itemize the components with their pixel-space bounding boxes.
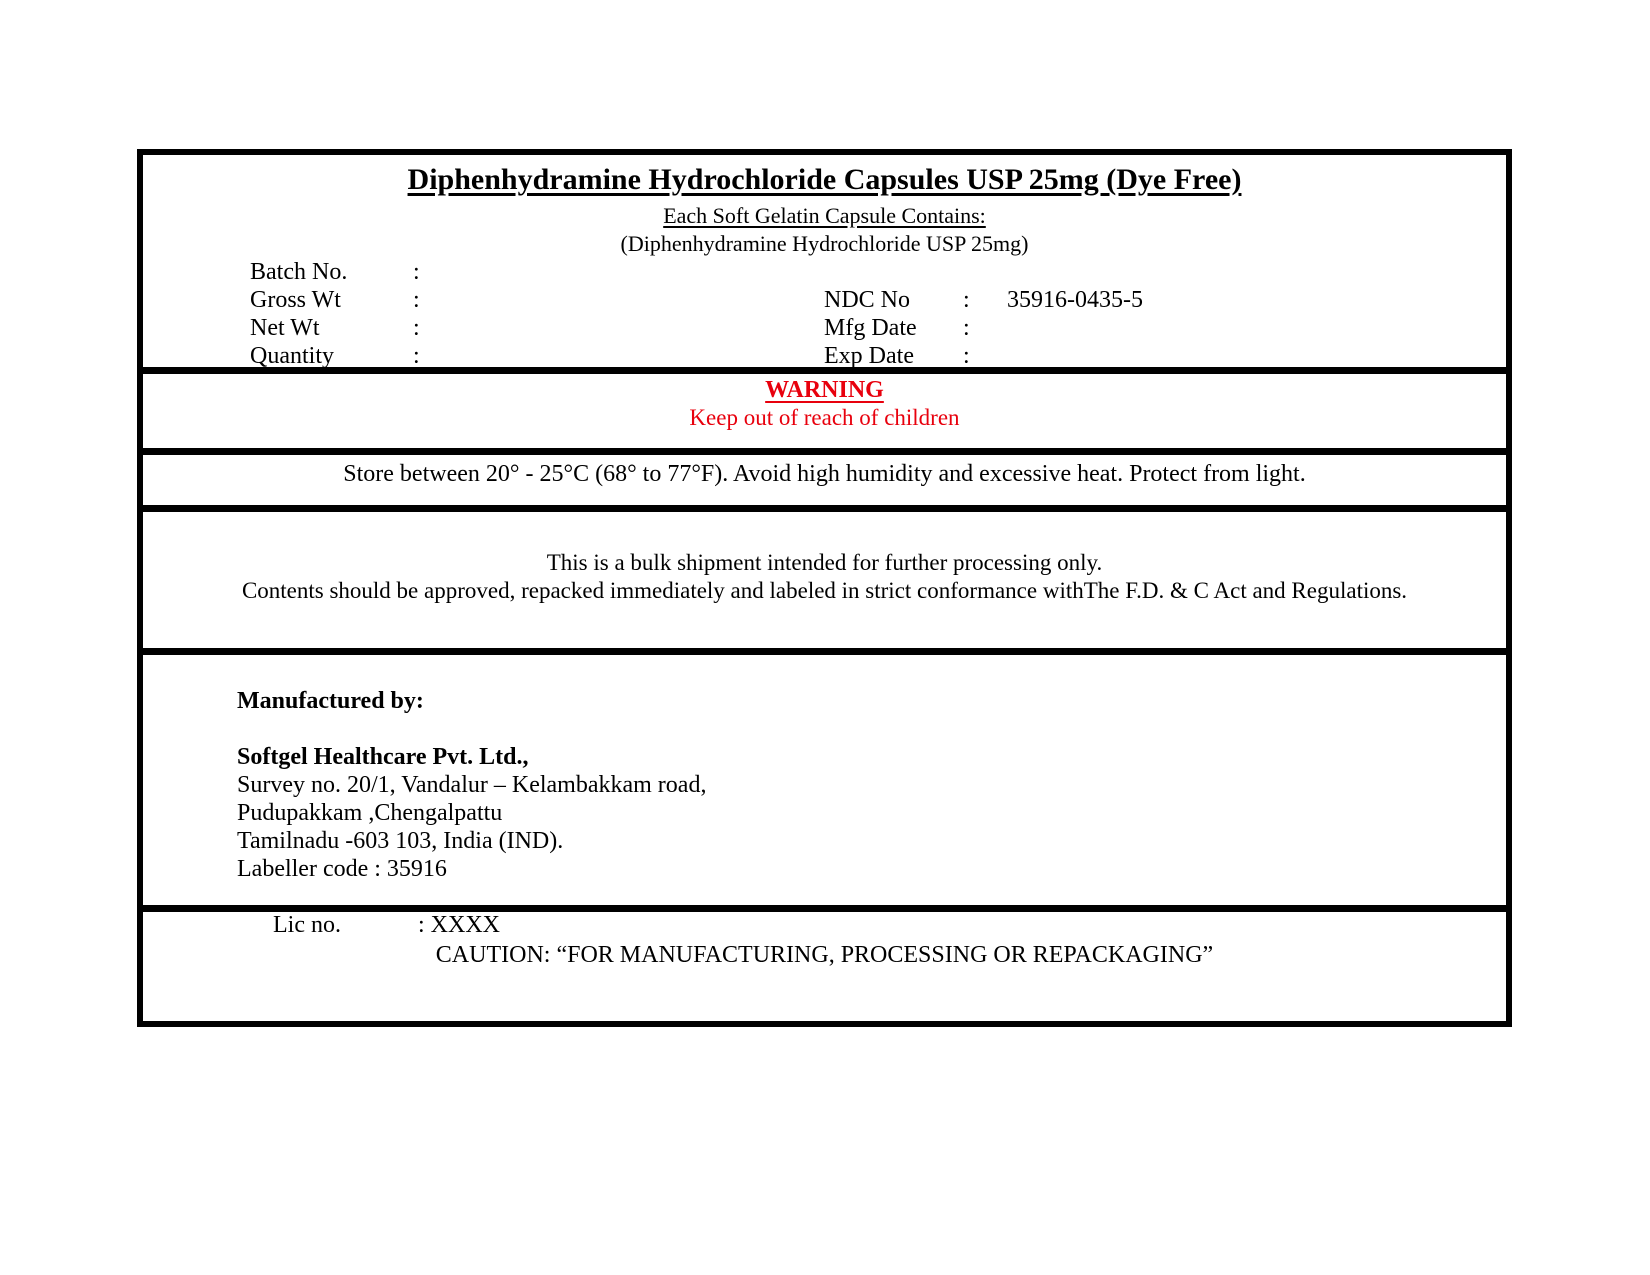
quantity-colon: : (413, 343, 420, 369)
manufactured-by-heading: Manufactured by: (237, 688, 424, 714)
lic-no-line (237, 883, 1506, 938)
manufacturer-name: Softgel Healthcare Pvt. Ltd., (237, 744, 529, 770)
gross-wt-colon: : (413, 287, 420, 313)
labeller-code-line: Labeller code : 35916 (237, 856, 447, 882)
bulk-statement-line2: Contents should be approved, repacked immediately and labeled in strict conformance withThe F.D. & C Act and Regulations. (241, 578, 1408, 603)
fields-block (143, 258, 1506, 370)
manufacturer-section (143, 655, 1506, 938)
ndc-no-value: 35916-0435-5 (1007, 287, 1143, 313)
header-section (143, 158, 1506, 374)
lic-no-value: : XXXX (418, 912, 500, 938)
storage-section (143, 455, 1506, 512)
warning-text: Keep out of reach of children (689, 405, 960, 430)
storage-instructions: Store between 20° - 25°C (68° to 77°F). Avoid high humidity and excessive heat. Protect from light. (343, 461, 1306, 487)
capsule-contains-subtitle: Each Soft Gelatin Capsule Contains: (663, 203, 986, 228)
field-row-netwt-mfgdate (143, 314, 1506, 342)
product-title: Diphenhydramine Hydrochloride Capsules USP 25mg (Dye Free) (407, 163, 1242, 196)
net-wt-label: Net Wt (250, 315, 320, 341)
manufacturer-address-line1: Survey no. 20/1, Vandalur – Kelambakkam road, (237, 772, 707, 798)
batch-no-label: Batch No. (250, 259, 348, 285)
exp-date-colon: : (963, 343, 970, 369)
ndc-no-label: NDC No (824, 287, 911, 313)
mfg-date-label: Mfg Date (824, 315, 917, 341)
manufacturer-address-line2: Pudupakkam ,Chengalpattu (237, 800, 503, 826)
bulk-statement-line1: This is a bulk shipment intended for further processing only. (546, 550, 1103, 575)
ndc-no-colon: : (963, 287, 970, 313)
field-row-quantity-expdate (143, 342, 1506, 370)
bulk-shipment-section (143, 512, 1506, 655)
lic-no-label: Lic no. (273, 912, 341, 938)
warning-section (143, 374, 1506, 455)
exp-date-label: Exp Date (824, 343, 914, 369)
composition-line: (Diphenhydramine Hydrochloride USP 25mg) (620, 231, 1029, 256)
batch-no-colon: : (413, 259, 420, 285)
field-row-batch (143, 258, 1506, 286)
quantity-label: Quantity (250, 343, 334, 369)
caution-statement: CAUTION: “FOR MANUFACTURING, PROCESSING OR REPACKAGING” (435, 942, 1214, 968)
manufacturer-address-line3: Tamilnadu -603 103, India (IND). (237, 828, 564, 854)
gross-wt-label: Gross Wt (250, 287, 341, 313)
net-wt-colon: : (413, 315, 420, 341)
product-label-box (137, 149, 1512, 1027)
warning-heading: WARNING (765, 377, 884, 403)
mfg-date-colon: : (963, 315, 970, 341)
field-row-grosswt-ndc (143, 286, 1506, 314)
spacer-line (237, 715, 1506, 743)
caution-section (143, 912, 1506, 995)
